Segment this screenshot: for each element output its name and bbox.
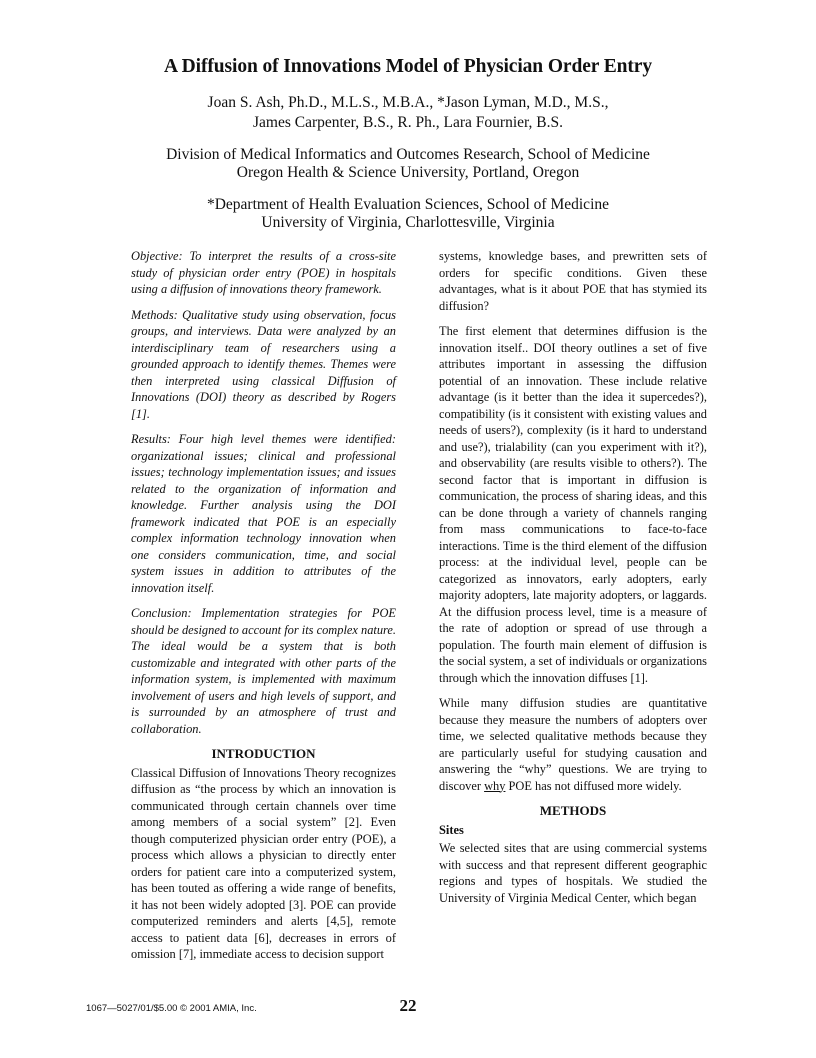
introduction-paragraph-2: The first element that determines diffusion is the innovation itself.. DOI theory outlines a set of five attributes important in assessing the diffusion potential of an innovation. These include relative advantage (is it better than the idea it supercedes?), compatibility (is it consistent with existing values and needs of users?), complexity (is it hard to understand and use?), trialability (can you experiment with it?), and observability (are results visible to others?). The second factor that is important in diffusion is communication, the process of sharing ideas, and this can be done through a variety of channels ranging from mass communications to face-to-face interactions. Time is the third element of the diffusion process: at the individual level, people can be categorized as innovators, early adopters, early majority adopters, late majority adopters, or laggards. At the diffusion process level, time is a measure of the rate of adoption or spread of use through a population. The fourth main element of diffusion is the social system, a set of individuals or organizations through which the innovation diffuses [1]. <box>439 324 707 685</box>
affiliation-1-line-1: Division of Medical Informatics and Outcomes Research, School of Medicine <box>166 146 650 163</box>
abstract-objective: Objective: To interpret the results of a cross-site study of physician order entry (POE) in hospitals using a diffusion of innovations theory framework. <box>131 249 396 296</box>
affiliation-ohsu <box>0 146 816 182</box>
introduction-heading: INTRODUCTION <box>211 746 316 761</box>
introduction-paragraph-1-continued: systems, knowledge bases, and prewritten sets of orders for specific conditions. Given these advantages, what is it about POE that has stymied its diffusion? <box>439 249 707 313</box>
abstract-results: Results: Four high level themes were identified: organizational issues; clinical and professional issues; technology implementation issues; and issues related to the organization of information and knowledge. Further analysis using the DOI framework indicated that POE is an especially complex information technology innovation when one considers communication, time, and social system issues in addition to attributes of the innovation itself. <box>131 432 396 595</box>
author-line-1: Joan S. Ash, Ph.D., M.L.S., M.B.A., *Jason Lyman, M.D., M.S., <box>207 94 609 111</box>
abstract-methods: Methods: Qualitative study using observation, focus groups, and interviews. Data were analyzed by an interdisciplinary team of researchers using a grounded approach to identify themes. Themes were then interpreted using classical Diffusion of Innovations (DOI) theory as described by Rogers [1]. <box>131 307 396 421</box>
affiliation-2-line-2: University of Virginia, Charlottesville, Virginia <box>261 214 555 231</box>
affiliation-1-line-2: Oregon Health & Science University, Portland, Oregon <box>236 164 580 181</box>
underlined-why: why <box>484 778 506 793</box>
affiliation-uva <box>0 196 816 232</box>
methods-sites-paragraph: We selected sites that are using commercial systems with success and that represent different geographic regions and types of hospitals. We studied the University of Virginia Medical Center, which began <box>439 841 707 905</box>
introduction-paragraph-1: Classical Diffusion of Innovations Theory recognizes diffusion as “the process by which an innovation is communicated through certain channels over time among members of a social system” [2]. Even though computerized physician order entry (POE), a process which allows a physician to directly enter orders for patient care into a computerized system, has been touted as offering a wide range of benefits, it has not been widely adopted [3]. POE can provide computerized reminders and alerts [4,5], remote access to patient data [6], decreases in errors of omission [7], immediate access to decision support <box>131 765 396 961</box>
introduction-paragraph-3-text-b: POE has not diffused more widely. <box>505 778 682 793</box>
right-column <box>439 248 707 915</box>
page-number: 22 <box>399 996 417 1015</box>
copyright-line: 1067—5027/01/$5.00 © 2001 AMIA, Inc. <box>86 1003 257 1014</box>
introduction-paragraph-3-text-a: While many diffusion studies are quantitative because they measure the numbers of adopters over time, we selected qualitative methods because they are particularly useful for studying causation and answering the “why” questions. We are trying to discover <box>439 696 707 793</box>
abstract-conclusion: Conclusion: Implementation strategies for POE should be designed to account for its complex nature. The ideal would be a system that is both customizable and integrated with other parts of the information system, is implemented with maximum involvement of users and high levels of support, and is surrounded by an atmosphere of trust and collaboration. <box>131 606 396 736</box>
methods-heading: METHODS <box>539 803 607 818</box>
author-list <box>0 93 816 133</box>
introduction-paragraph-3 <box>439 695 707 794</box>
sites-subheading: Sites <box>439 822 464 837</box>
affiliation-2-line-1: *Department of Health Evaluation Sciences, School of Medicine <box>206 196 610 213</box>
author-line-2: James Carpenter, B.S., R. Ph., Lara Fournier, B.S. <box>252 114 563 131</box>
left-column <box>131 248 396 972</box>
paper-title: A Diffusion of Innovations Model of Physician Order Entry <box>164 56 652 77</box>
